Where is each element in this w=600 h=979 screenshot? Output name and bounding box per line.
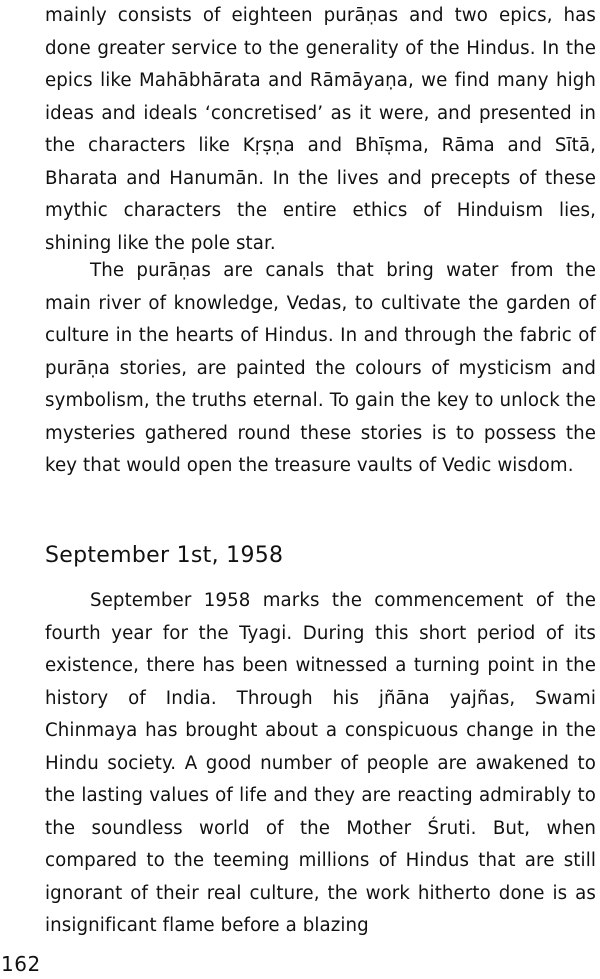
paragraph-puranas: The purāṇas are canals that bring water from the main river of knowledge, Vedas, to cultivate the garden of culture in the hearts of Hindus. In and through the fabric of purāṇa stories, are painted the colours of mysticism and symbolism, the truths eternal. To gain the key to unlock the mysteries gathered round these stories is to possess the key that would open the treasure vaults of Vedic wisdom. [45, 260, 596, 476]
text-block-top [45, 0, 596, 260]
paragraph-september: September 1958 marks the commencement of the fourth year for the Tyagi. During this short period of its existence, there has been witnessed a turning point in the history of India. Through his jñāna yajñas, Swami Chinmaya has brought about a conspicuous change in the Hindu society. A good number of people are awakened to the lasting values of life and they are reacting admirably to the soundless world of the Mother Śruti. But, when compared to the teeming millions of Hindus that are still ignorant of their real culture, the work hitherto done is as insignificant flame before a blazing [45, 590, 596, 936]
page-number: 162 [1, 952, 41, 976]
text-block-middle [45, 255, 596, 483]
paragraph-continued: mainly consists of eighteen purāṇas and two epics, has done greater service to the generality of the Hindus. In the epics like Mahābhārata and Rāmāyaṇa, we find many high ideas and ideals ‘concretised’ as it were, and presented in the characters like Kṛṣṇa and Bhīṣma, Rāma and Sītā, Bharata and Hanumān. In the lives and precepts of these mythic characters the entire ethics of Hinduism lies, shining like the pole star. [45, 5, 596, 254]
text-block-bottom [45, 585, 596, 943]
section-heading: September 1st, 1958 [45, 543, 284, 568]
